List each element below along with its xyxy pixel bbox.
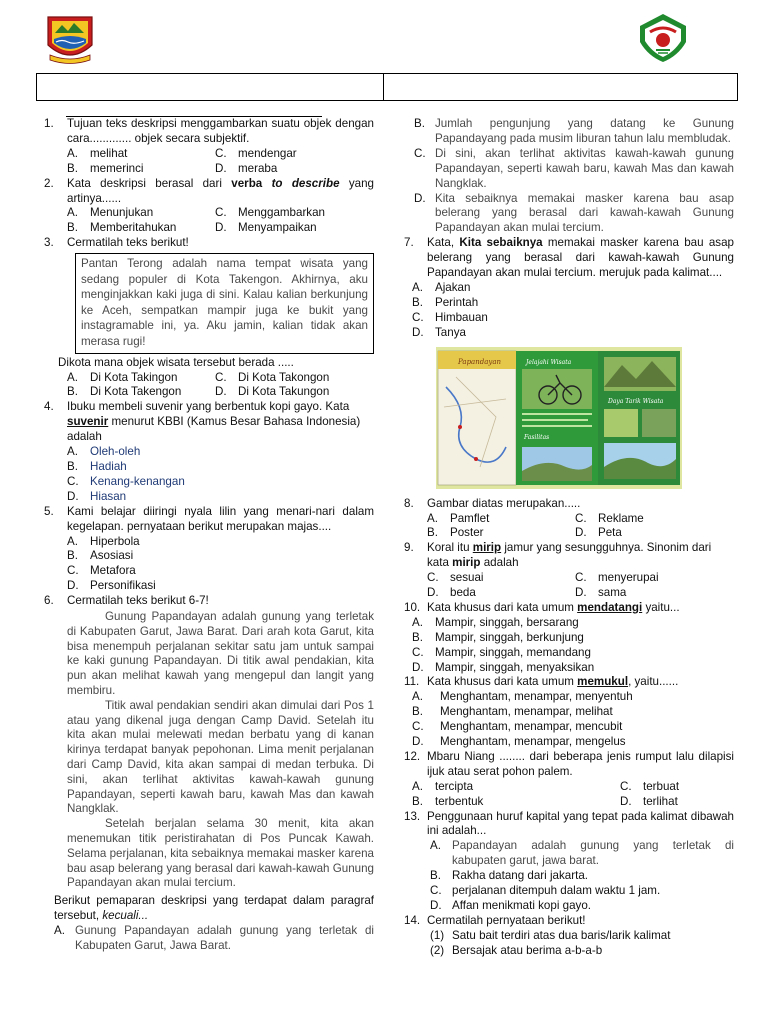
option[interactable] xyxy=(215,206,325,221)
option-letter: B. xyxy=(412,295,423,309)
option-text: Menggambarkan xyxy=(238,206,326,220)
option-text: Pamflet xyxy=(450,511,490,525)
option-letter: C. xyxy=(215,206,227,220)
option-text: Di sini, akan terlihat aktivitas kawah-kawah gunung Papandayan, seperti kawah baru, kawah Mas dan kawah Nangklak. xyxy=(435,146,734,190)
option-text: Peta xyxy=(598,526,622,540)
option-letter: A. xyxy=(412,779,423,793)
option[interactable] xyxy=(40,924,374,954)
option[interactable] xyxy=(575,571,659,586)
question-text: Cermatilah pernyataan berikut! xyxy=(427,913,586,927)
underlined-term: memukul xyxy=(577,675,629,689)
question-3-options xyxy=(40,371,374,401)
italic-term: kecuali... xyxy=(102,909,149,923)
bold-term: Kita sebaiknya xyxy=(459,236,543,250)
question-text: Cermatilah teks berikut 6-7! xyxy=(67,594,209,608)
underlined-term: mendatangi xyxy=(577,600,643,614)
option-letter: A. xyxy=(430,839,441,853)
option[interactable] xyxy=(40,549,374,564)
option-letter: C. xyxy=(215,146,227,160)
question-text: Kami belajar diiringi nyala lilin yang menari-nari dalam kegelapan. pernyataan berikut merupakan majas.... xyxy=(67,504,374,533)
option-letter: B. xyxy=(67,161,78,175)
option-letter: B. xyxy=(412,794,423,808)
passage-paragraph: Gunung Papandayan adalah gunung yang terletak di Kabupaten Garut, Jawa Barat. Dari arah kota Garut, kita bisa menempuh perjalanan sekitar satu jam untuk sampai ke kaki gunung Papandayan. Di titik awal pendakian, kita pun akan melihat kawah yang mengepul dan langit yang membiru. xyxy=(67,610,374,698)
question-13-options xyxy=(400,839,734,914)
right-column xyxy=(400,117,734,959)
option-letter: A. xyxy=(412,280,423,294)
text-run: jamur yang sesungguhnya. Sinonim dari kata xyxy=(427,541,712,570)
option-text: Di Kota Takongon xyxy=(238,370,330,384)
option[interactable] xyxy=(400,899,734,914)
header-divider xyxy=(383,74,384,100)
question-2-options xyxy=(40,206,374,236)
option[interactable] xyxy=(40,579,374,594)
option-letter: B. xyxy=(67,385,78,399)
option[interactable] xyxy=(67,147,127,162)
text-run: adalah xyxy=(480,556,519,570)
option-letter: D. xyxy=(412,660,424,674)
option-text: Asosiasi xyxy=(90,549,134,563)
option-text: perjalanan ditempuh dalam waktu 1 jam. xyxy=(452,884,661,898)
option[interactable] xyxy=(427,571,484,586)
reading-text-box: Pantan Terong adalah nama tempat wisata yang sedang populer di Kota Takengon. Akhirnya, aku menginjakkan kaki juga di sini. Kalau kalian berkunjung ke Aceh, sempatkan mampir juga ke bukit yang instagramable ini, ya. Aku jamin, kalian tidak akan merasa rugi! xyxy=(75,253,374,354)
option-letter: D. xyxy=(67,579,79,593)
question-number: 14. xyxy=(404,913,421,927)
option-letter: B. xyxy=(67,459,78,473)
question-1 xyxy=(40,117,374,147)
option-letter: B. xyxy=(67,549,78,563)
option-text: Kita sebaiknya memakai masker karena bau asap belerang yang berasal dari kawah-kawah Gunung Papandayan akan mulai tercium. xyxy=(435,191,734,235)
option-text: Di Kota Takengon xyxy=(90,385,182,399)
option[interactable] xyxy=(400,616,734,631)
question-3-prompt: Dikota mana objek wisata tersebut berada ..... xyxy=(58,355,294,369)
option[interactable] xyxy=(215,371,329,386)
bold-italic-term: to describe xyxy=(271,176,340,190)
option-text: Kenang-kenangan xyxy=(90,474,185,488)
option-letter: D. xyxy=(620,794,632,808)
option[interactable] xyxy=(67,371,177,386)
question-6-options-continued xyxy=(400,117,734,236)
question-13 xyxy=(400,810,734,840)
question-text: Mbaru Niang ........ dari beberapa jenis rumput lalu dilapisi ijuk atau serat pohon palem. xyxy=(427,749,734,778)
option-letter: B. xyxy=(412,705,423,719)
option[interactable] xyxy=(575,586,626,601)
option-text: Tanya xyxy=(435,325,466,339)
question-10 xyxy=(400,601,734,616)
option-letter: C. xyxy=(414,146,426,160)
option[interactable] xyxy=(400,631,734,646)
question-9-options xyxy=(400,571,734,601)
option-letter: D. xyxy=(215,385,227,399)
question-1-options xyxy=(40,147,374,177)
option[interactable] xyxy=(40,490,374,505)
option-letter: C. xyxy=(412,645,424,659)
text-run: yaitu... xyxy=(642,600,680,614)
option-text: Hadiah xyxy=(90,459,127,473)
option[interactable] xyxy=(400,117,734,147)
text-run: , yaitu...... xyxy=(628,675,679,689)
text-run: Kata, xyxy=(427,236,460,250)
option-letter: C. xyxy=(575,511,587,525)
option-text: Affan menikmati kopi gayo. xyxy=(452,898,591,912)
option-text: Menghantam, menampar, menyentuh xyxy=(440,690,633,704)
option-letter: C. xyxy=(575,571,587,585)
question-number: 10. xyxy=(404,600,421,614)
question-number: 6. xyxy=(44,594,54,608)
passage-paragraph: Setelah berjalan selama 30 menit, kita akan menemukan titik peristirahatan di Pos Puncak Kawah. Selama perjalanan, kita sebaiknya memakai masker karena bau asap belerang yang berasal dari kawah-kawah Gunung Papandayan akan mulai tercium. xyxy=(67,817,374,890)
option-text: tercipta xyxy=(435,779,474,793)
question-2 xyxy=(40,177,374,207)
option[interactable] xyxy=(40,475,374,490)
option[interactable] xyxy=(67,221,176,236)
text-run: Ibuku membeli suvenir yang berbentuk kopi gayo. Kata xyxy=(67,400,350,414)
option[interactable] xyxy=(400,869,734,884)
option-letter: D. xyxy=(215,221,227,235)
option-text: meraba xyxy=(238,161,278,175)
question-6 xyxy=(40,594,374,609)
question-number: 13. xyxy=(404,809,421,823)
option-letter: D. xyxy=(575,526,587,540)
option[interactable] xyxy=(215,162,277,177)
option-letter: B. xyxy=(67,221,78,235)
question-3 xyxy=(40,236,374,251)
question-4 xyxy=(40,400,374,445)
question-8-options xyxy=(400,512,734,542)
option[interactable] xyxy=(400,281,734,296)
option-text: Menyampaikan xyxy=(238,221,317,235)
option-letter: C. xyxy=(67,474,79,488)
option[interactable] xyxy=(215,221,317,236)
option-letter: A. xyxy=(67,370,78,384)
question-8 xyxy=(400,497,734,512)
option[interactable] xyxy=(400,839,734,869)
option-text: Memberitahukan xyxy=(90,221,177,235)
regional-crest-logo xyxy=(44,11,96,65)
option-text: Jumlah pengunjung yang datang ke Gunung Papandayang pada musim liburan tahun lalu membludak. xyxy=(435,117,734,145)
question-11 xyxy=(400,675,734,690)
question-5 xyxy=(40,505,374,535)
option[interactable] xyxy=(400,326,734,341)
option-letter: A. xyxy=(67,534,78,548)
option-text: mendengar xyxy=(238,146,297,160)
question-6-options xyxy=(40,924,374,954)
brochure-image xyxy=(436,347,682,489)
text-run: Berikut pemaparan deskripsi yang terdapat dalam paragraf tersebut, xyxy=(54,894,374,923)
option[interactable] xyxy=(400,735,734,750)
question-text xyxy=(427,541,734,571)
option-text: Hiperbola xyxy=(90,534,140,548)
option-text: terbentuk xyxy=(435,794,484,808)
left-column xyxy=(40,117,374,954)
question-14-statements xyxy=(400,929,734,959)
option[interactable] xyxy=(215,385,329,400)
option[interactable] xyxy=(412,780,473,795)
option[interactable] xyxy=(400,147,734,192)
text-run: menurut KBBI (Kamus Besar Bahasa Indonesia) adalah xyxy=(67,415,361,444)
option-text: Ajakan xyxy=(435,280,471,294)
option-letter: C. xyxy=(430,884,442,898)
option-letter: C. xyxy=(412,720,424,734)
option[interactable] xyxy=(412,795,483,810)
option-text: Metafora xyxy=(90,564,136,578)
option-text: Poster xyxy=(450,526,484,540)
question-text: Cermatilah teks berikut! xyxy=(67,236,189,250)
statement-item xyxy=(400,944,734,959)
option-letter: A. xyxy=(67,445,78,459)
header-info-box xyxy=(36,73,738,101)
reading-passage xyxy=(67,610,374,891)
question-7 xyxy=(400,236,734,281)
option-letter: D. xyxy=(575,585,587,599)
option-letter: D. xyxy=(412,325,424,339)
option-text: Di Kota Takingon xyxy=(90,370,178,384)
option-text: sesuai xyxy=(450,571,484,585)
bold-term: mirip xyxy=(452,556,481,570)
option-text: Mampir, singgah, memandang xyxy=(435,645,591,659)
question-6-prompt xyxy=(40,894,374,924)
question-number: 1. xyxy=(44,117,54,130)
option-letter: C. xyxy=(427,571,439,585)
option-text: Di Kota Takungon xyxy=(238,385,330,399)
text-run: memakai masker karena bau asap belerang yang berasal dari kawah-kawah Gunung Papandayan akan mulai tercium. merujuk pada kalimat.... xyxy=(427,236,734,280)
option[interactable] xyxy=(400,192,734,237)
option-text: sama xyxy=(598,585,627,599)
option[interactable] xyxy=(400,705,734,720)
option-text: terlihat xyxy=(643,794,678,808)
option-text: melihat xyxy=(90,146,128,160)
passage-paragraph: Titik awal pendakian sendiri akan dimulai dari Pos 1 atau yang dikenal juga dengan Camp David. Setelah itu kita akan mulai melewati medan berbatu yang di kanan kirinya terdapat banyak pepohonan. Lima menit perjalanan dari Camp David, kita akan sampai di medan terbuka. Di sini, akan terlihat aktivitas kawah-kawah gunung Papandayan, seperti kawah baru, kawah Mas dan kawah Nangklak. xyxy=(67,698,374,816)
option[interactable] xyxy=(575,526,622,541)
option-text: Menghantam, menampar, melihat xyxy=(440,705,613,719)
option[interactable] xyxy=(400,311,734,326)
option-text: Rakha datang dari jakarta. xyxy=(452,869,588,883)
option-text: Mampir, singgah, menyaksikan xyxy=(435,660,595,674)
option[interactable] xyxy=(620,795,678,810)
option-text: Oleh-oleh xyxy=(90,445,141,459)
statement-text: Bersajak atau berima a-b-a-b xyxy=(452,943,603,957)
question-text xyxy=(67,177,374,207)
option-text: Himbauan xyxy=(435,310,488,324)
statement-number: (2) xyxy=(430,943,445,957)
option-letter: A. xyxy=(412,615,423,629)
question-text xyxy=(67,400,374,445)
text-run: yang artinya...... xyxy=(67,176,375,205)
option-text: Reklame xyxy=(598,511,644,525)
bold-term: verba xyxy=(231,176,272,190)
option[interactable] xyxy=(427,512,489,527)
option-letter: B. xyxy=(412,630,423,644)
option-text: Gunung Papandayan adalah gunung yang terletak di Kabupaten Garut, Jawa Barat. xyxy=(75,923,374,952)
statement-text: Satu bait terdiri atas dua baris/larik kalimat xyxy=(452,928,671,942)
brochure-title: Papandayan xyxy=(458,357,502,366)
option-text: Mampir, singgah, bersarang xyxy=(435,615,579,629)
option-text: Menghantam, menampar, mencubit xyxy=(440,720,623,734)
question-number: 12. xyxy=(404,749,421,763)
option-text: Menunjukan xyxy=(90,206,154,220)
option-letter: B. xyxy=(430,869,441,883)
option-text: Personifikasi xyxy=(90,579,156,593)
text-run: Kata deskripsi berasal dari xyxy=(67,176,232,190)
option[interactable] xyxy=(620,780,679,795)
question-12 xyxy=(400,750,734,780)
option[interactable] xyxy=(400,646,734,661)
option[interactable] xyxy=(575,512,644,527)
brochure-heading: Daya Tarik Wisata xyxy=(608,397,664,405)
question-number: 9. xyxy=(404,541,414,555)
option[interactable] xyxy=(40,445,374,460)
option[interactable] xyxy=(40,564,374,579)
brochure-heading: Fasilitas xyxy=(524,433,550,441)
question-text: Penggunaan huruf kapital yang tepat pada kalimat dibawah ini adalah... xyxy=(427,809,734,838)
option-text: beda xyxy=(450,585,476,599)
option-letter: B. xyxy=(414,117,425,130)
option[interactable] xyxy=(67,162,143,177)
option-letter: D. xyxy=(414,191,426,205)
question-text xyxy=(427,601,734,616)
option-letter: A. xyxy=(427,511,438,525)
option[interactable] xyxy=(215,147,297,162)
option[interactable] xyxy=(400,296,734,311)
question-text: Tujuan teks deskripsi menggambarkan suatu objek dengan cara............. objek secara subjektif. xyxy=(67,117,374,145)
option-letter: A. xyxy=(67,146,78,160)
text-run: Kata khusus dari kata umum xyxy=(427,600,578,614)
question-number: 4. xyxy=(44,400,54,414)
question-14 xyxy=(400,914,734,929)
option-letter: C. xyxy=(412,310,424,324)
option-letter: C. xyxy=(215,370,227,384)
option[interactable] xyxy=(40,460,374,475)
question-text xyxy=(427,675,734,690)
question-number: 3. xyxy=(44,236,54,250)
statement-number: (1) xyxy=(430,928,445,942)
option-letter: C. xyxy=(620,779,632,793)
option[interactable] xyxy=(427,586,476,601)
underlined-term: mirip xyxy=(472,541,502,555)
option[interactable] xyxy=(400,720,734,735)
option-letter: D. xyxy=(67,489,79,503)
option-text: Perintah xyxy=(435,295,479,309)
option[interactable] xyxy=(400,661,734,676)
option-letter: A. xyxy=(412,690,423,704)
question-12-options xyxy=(400,780,734,810)
question-number: 5. xyxy=(44,504,54,518)
option-letter: C. xyxy=(67,564,79,578)
option-letter: B. xyxy=(427,526,438,540)
option[interactable] xyxy=(427,526,484,541)
brochure-heading: Jelajahi Wisata xyxy=(526,358,572,366)
option-text: terbuat xyxy=(643,779,680,793)
question-number: 11. xyxy=(404,675,420,689)
question-number: 2. xyxy=(44,176,54,190)
option-text: Hiasan xyxy=(90,489,127,503)
underlined-term: suvenir xyxy=(67,415,109,429)
option[interactable] xyxy=(400,690,734,705)
option-letter: D. xyxy=(430,898,442,912)
text-run: Kata khusus dari kata umum xyxy=(427,675,578,689)
statement-item xyxy=(400,929,734,944)
question-text: Gambar diatas merupakan..... xyxy=(427,496,581,510)
option-text: Menghantam, menampar, mengelus xyxy=(440,735,626,749)
option[interactable] xyxy=(40,535,374,550)
school-emblem-logo xyxy=(636,12,690,64)
option-text: Mampir, singgah, berkunjung xyxy=(435,630,584,644)
option[interactable] xyxy=(67,385,181,400)
option-text: Papandayan adalah gunung yang terletak di kabupaten garut, jawa barat. xyxy=(452,839,734,868)
option-letter: A. xyxy=(54,923,65,937)
question-number: 7. xyxy=(404,236,414,250)
option-text: memerinci xyxy=(90,161,144,175)
option[interactable] xyxy=(400,884,734,899)
option[interactable] xyxy=(67,206,153,221)
option-text: menyerupai xyxy=(598,571,659,585)
option-letter: D. xyxy=(427,585,439,599)
option-letter: D. xyxy=(215,161,227,175)
question-9 xyxy=(400,541,734,571)
question-text xyxy=(427,236,734,281)
option-letter: D. xyxy=(412,735,424,749)
text-run: Koral itu xyxy=(427,541,473,555)
option-letter: A. xyxy=(67,206,78,220)
question-number: 8. xyxy=(404,496,414,510)
